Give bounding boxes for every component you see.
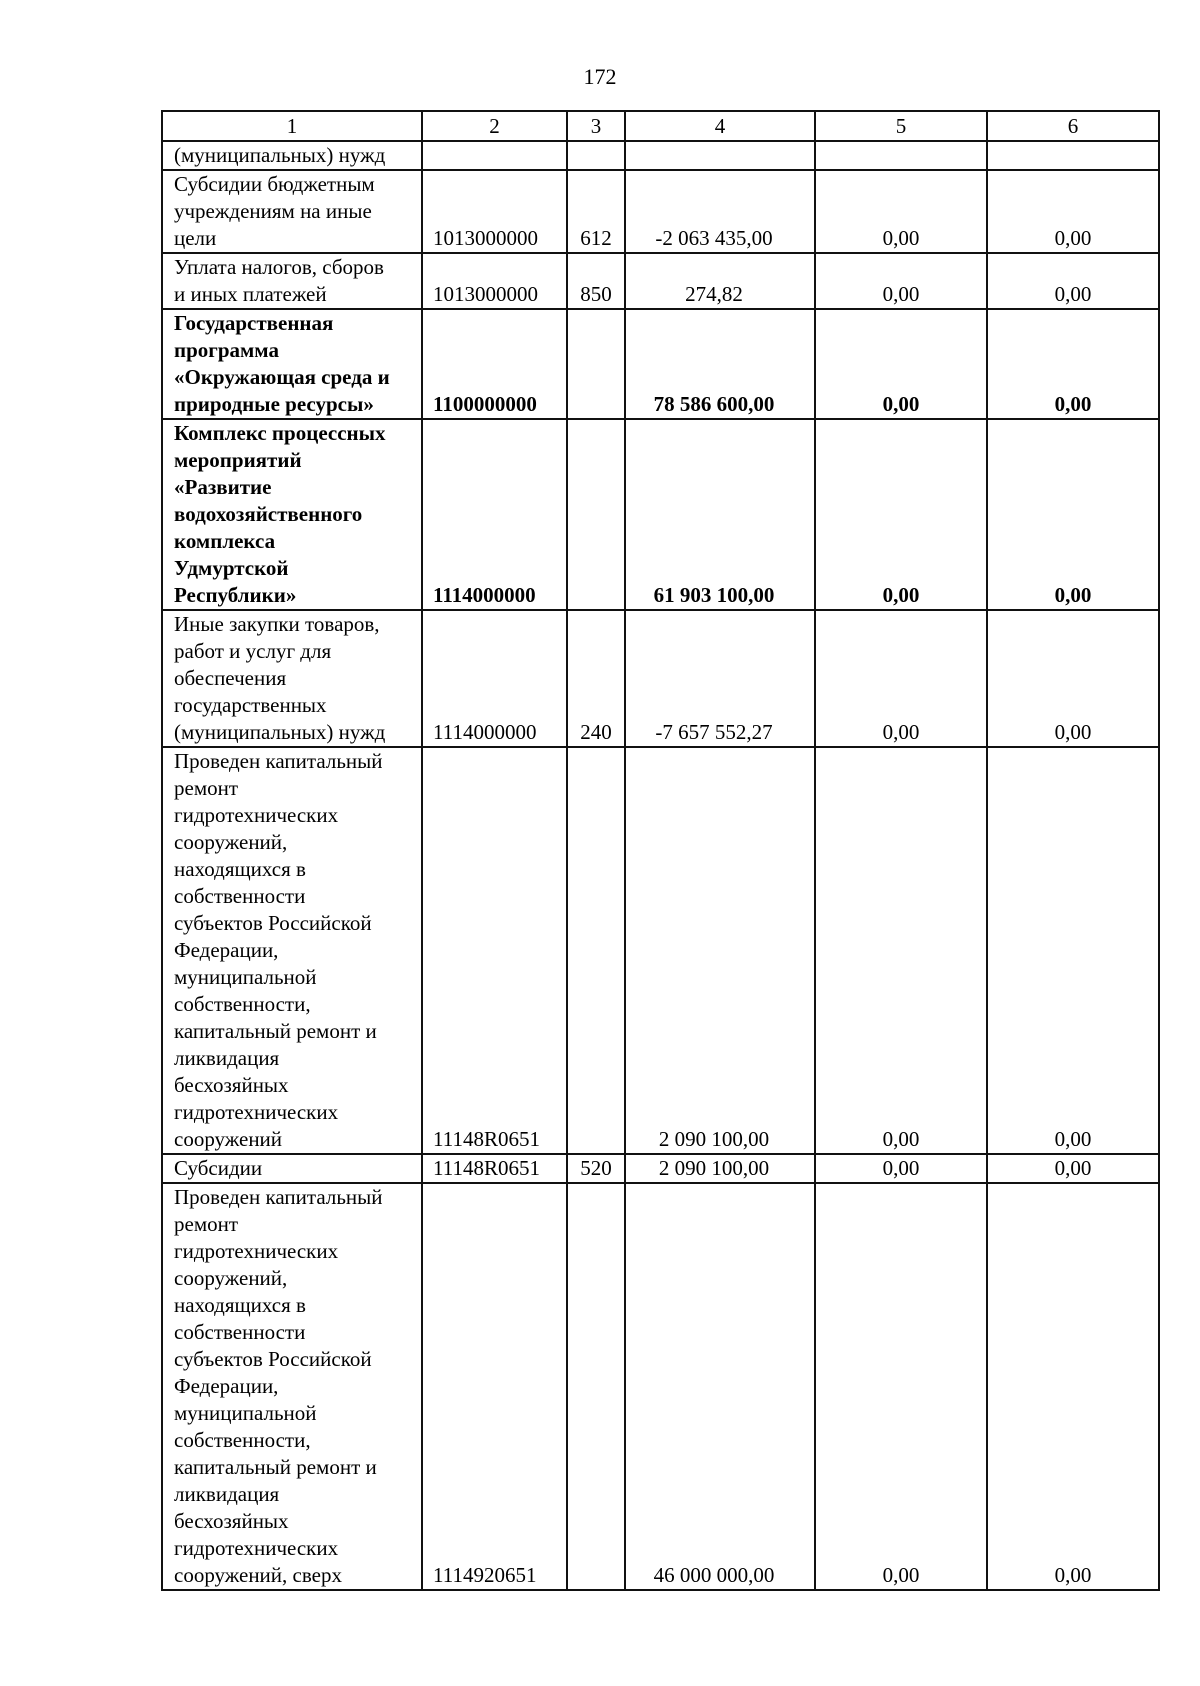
amount-cell: -7 657 552,27 xyxy=(625,610,815,747)
expense-type-cell: 850 xyxy=(567,253,625,309)
description-line: государственных xyxy=(174,693,327,717)
description-line: Иные закупки товаров, xyxy=(174,612,380,636)
column-6-cell xyxy=(987,141,1159,170)
description-cell xyxy=(162,1183,422,1590)
header-cell-2: 2 xyxy=(422,111,567,141)
table-row xyxy=(162,170,1159,253)
description-line: ликвидация xyxy=(174,1046,280,1070)
description-cell xyxy=(162,141,422,170)
table-row xyxy=(162,419,1159,610)
column-6-cell: 0,00 xyxy=(987,747,1159,1154)
description-line: гидротехнических xyxy=(174,1239,339,1263)
description-line: программа xyxy=(174,338,279,362)
budget-code-cell: 1114000000 xyxy=(422,610,567,747)
description-line: Удмуртской xyxy=(174,556,289,580)
column-6-cell: 0,00 xyxy=(987,1183,1159,1590)
description-line: ремонт xyxy=(174,1212,239,1236)
table-row xyxy=(162,253,1159,309)
column-5-cell: 0,00 xyxy=(815,170,987,253)
budget-code-cell: 11148R0651 xyxy=(422,1154,567,1183)
description-line: гидротехнических xyxy=(174,1536,339,1560)
description-line: муниципальной xyxy=(174,965,317,989)
column-5-cell: 0,00 xyxy=(815,747,987,1154)
column-5-cell: 0,00 xyxy=(815,309,987,419)
expense-type-cell xyxy=(567,419,625,610)
description-line: Государственная xyxy=(174,311,334,335)
description-line: муниципальной xyxy=(174,1401,317,1425)
description-line: капитальный ремонт и xyxy=(174,1019,377,1043)
description-line: и иных платежей xyxy=(174,282,327,306)
description-cell xyxy=(162,170,422,253)
description-line: природные ресурсы» xyxy=(174,392,374,416)
amount-cell: 2 090 100,00 xyxy=(625,747,815,1154)
description-line: собственности, xyxy=(174,1428,311,1452)
description-line: «Окружающая среда и xyxy=(174,365,390,389)
table-row xyxy=(162,747,1159,1154)
expense-type-cell xyxy=(567,747,625,1154)
description-line: Комплекс процессных xyxy=(174,421,386,445)
table-row xyxy=(162,309,1159,419)
description-line: бесхозяйных xyxy=(174,1509,289,1533)
header-cell-3: 3 xyxy=(567,111,625,141)
amount-cell: 274,82 xyxy=(625,253,815,309)
budget-code-cell: 1114920651 xyxy=(422,1183,567,1590)
column-6-cell: 0,00 xyxy=(987,1154,1159,1183)
amount-cell: 78 586 600,00 xyxy=(625,309,815,419)
description-cell xyxy=(162,747,422,1154)
description-cell xyxy=(162,419,422,610)
column-6-cell: 0,00 xyxy=(987,309,1159,419)
column-5-cell: 0,00 xyxy=(815,1183,987,1590)
description-line: сооружений, xyxy=(174,830,288,854)
expense-type-cell: 520 xyxy=(567,1154,625,1183)
header-cell-4: 4 xyxy=(625,111,815,141)
amount-cell: -2 063 435,00 xyxy=(625,170,815,253)
budget-code-cell: 1013000000 xyxy=(422,253,567,309)
description-line: мероприятий xyxy=(174,448,302,472)
description-line: собственности, xyxy=(174,992,311,1016)
header-cell-6: 6 xyxy=(987,111,1159,141)
description-line: гидротехнических xyxy=(174,1100,339,1124)
column-5-cell xyxy=(815,141,987,170)
amount-cell: 2 090 100,00 xyxy=(625,1154,815,1183)
description-line: Федерации, xyxy=(174,1374,279,1398)
description-line: находящихся в xyxy=(174,857,306,881)
table-row xyxy=(162,610,1159,747)
description-line: работ и услуг для xyxy=(174,639,332,663)
description-line: сооружений, xyxy=(174,1266,288,1290)
description-line: Проведен капитальный xyxy=(174,1185,383,1209)
table-body xyxy=(162,111,1159,1590)
description-line: «Развитие xyxy=(174,475,272,499)
budget-table xyxy=(161,110,1160,1591)
description-line: комплекса xyxy=(174,529,276,553)
amount-cell: 61 903 100,00 xyxy=(625,419,815,610)
description-line: собственности xyxy=(174,1320,306,1344)
table-row xyxy=(162,1154,1159,1183)
description-line: капитальный ремонт и xyxy=(174,1455,377,1479)
column-5-cell: 0,00 xyxy=(815,253,987,309)
budget-code-cell xyxy=(422,141,567,170)
expense-type-cell: 240 xyxy=(567,610,625,747)
budget-code-cell: 1013000000 xyxy=(422,170,567,253)
column-6-cell: 0,00 xyxy=(987,419,1159,610)
description-line: ликвидация xyxy=(174,1482,280,1506)
description-line: субъектов Российской xyxy=(174,911,372,935)
description-line: водохозяйственного xyxy=(174,502,363,526)
description-cell xyxy=(162,610,422,747)
description-line: (муниципальных) нужд xyxy=(174,143,386,167)
table-row xyxy=(162,141,1159,170)
amount-cell: 46 000 000,00 xyxy=(625,1183,815,1590)
description-line: субъектов Российской xyxy=(174,1347,372,1371)
description-line: Республики» xyxy=(174,583,297,607)
budget-code-cell: 11148R0651 xyxy=(422,747,567,1154)
description-cell xyxy=(162,253,422,309)
description-line: обеспечения xyxy=(174,666,287,690)
description-line: ремонт xyxy=(174,776,239,800)
amount-cell xyxy=(625,141,815,170)
budget-code-cell: 1100000000 xyxy=(422,309,567,419)
description-line: (муниципальных) нужд xyxy=(174,720,386,744)
description-line: гидротехнических xyxy=(174,803,339,827)
header-cell-5: 5 xyxy=(815,111,987,141)
description-line: собственности xyxy=(174,884,306,908)
description-line: сооружений, сверх xyxy=(174,1563,342,1587)
table-row xyxy=(162,1183,1159,1590)
description-line: Федерации, xyxy=(174,938,279,962)
description-line: бесхозяйных xyxy=(174,1073,289,1097)
description-line: Уплата налогов, сборов xyxy=(174,255,384,279)
expense-type-cell: 612 xyxy=(567,170,625,253)
column-6-cell: 0,00 xyxy=(987,253,1159,309)
column-5-cell: 0,00 xyxy=(815,1154,987,1183)
table-header-row xyxy=(162,111,1159,141)
description-cell xyxy=(162,1154,422,1183)
header-cell-1: 1 xyxy=(162,111,422,141)
description-line: Субсидии бюджетным xyxy=(174,172,375,196)
expense-type-cell xyxy=(567,1183,625,1590)
column-6-cell: 0,00 xyxy=(987,610,1159,747)
description-line: находящихся в xyxy=(174,1293,306,1317)
description-line: учреждениям на иные xyxy=(174,199,372,223)
column-6-cell: 0,00 xyxy=(987,170,1159,253)
expense-type-cell xyxy=(567,141,625,170)
page-number: 172 xyxy=(583,64,617,89)
column-5-cell: 0,00 xyxy=(815,610,987,747)
column-5-cell: 0,00 xyxy=(815,419,987,610)
expense-type-cell xyxy=(567,309,625,419)
description-line: Проведен капитальный xyxy=(174,749,383,773)
budget-code-cell: 1114000000 xyxy=(422,419,567,610)
description-line: цели xyxy=(174,226,217,250)
description-cell xyxy=(162,309,422,419)
description-line: Субсидии xyxy=(174,1156,263,1180)
description-line: сооружений xyxy=(174,1127,283,1151)
